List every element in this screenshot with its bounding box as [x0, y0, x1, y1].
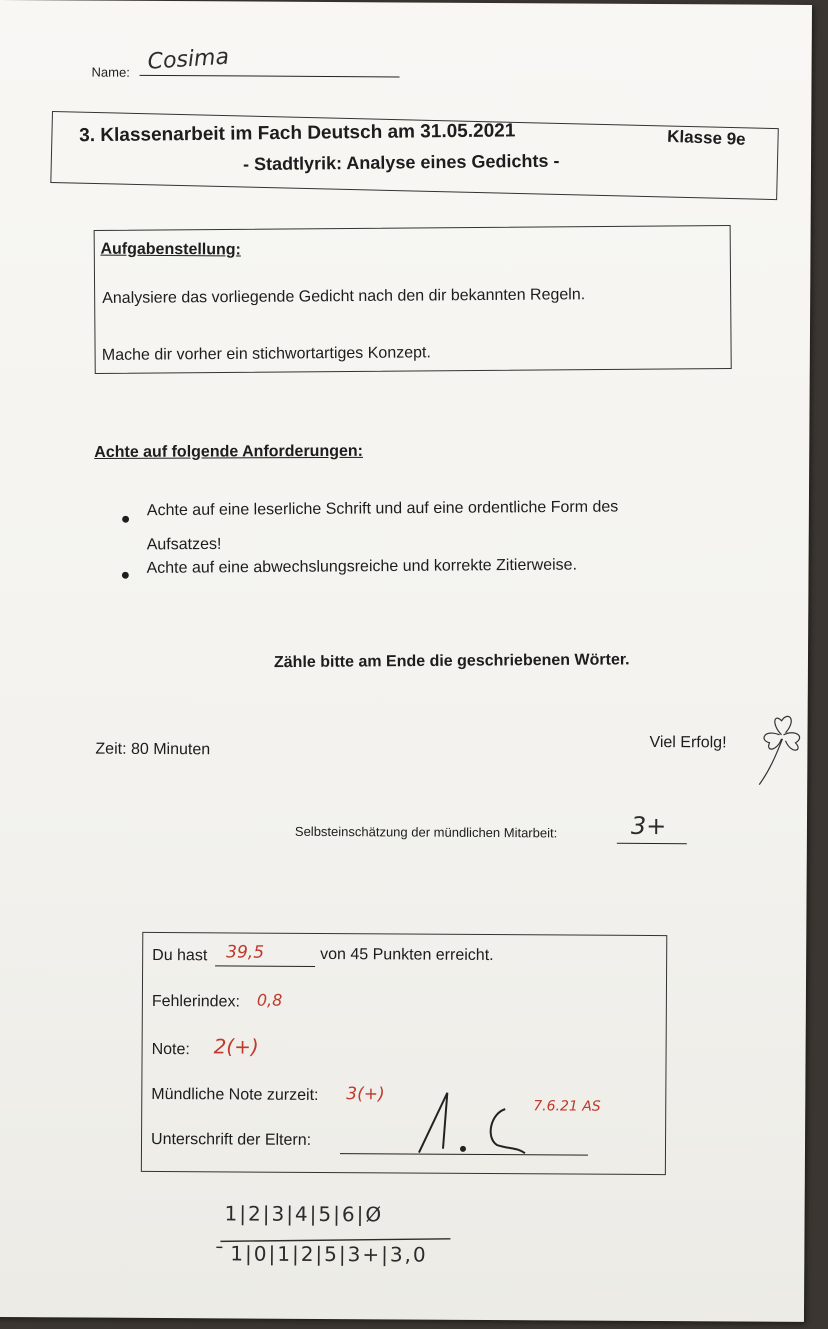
exam-subtitle: - Stadtlyrik: Analyse eines Gedichts - — [242, 150, 560, 175]
oral-grade-label: Mündliche Note zurzeit: — [151, 1085, 319, 1104]
good-luck: Viel Erfolg! — [649, 733, 727, 752]
count-words-note: Zähle bitte am Ende die geschriebenen Wörter. — [273, 651, 630, 672]
task-instruction-1: Analysiere das vorliegende Gedicht nach den dir bekannten Regeln. — [102, 286, 586, 308]
task-heading: Aufgabenstellung: — [100, 240, 241, 259]
time-limit: Zeit: 80 Minuten — [95, 740, 211, 759]
grade-value: 2(+) — [213, 1034, 259, 1059]
student-name: Cosima — [146, 44, 230, 75]
points-label: Du hast — [152, 946, 208, 965]
self-assessment-label: Selbsteinschätzung der mündlichen Mitarbeit: — [294, 823, 558, 841]
oral-grade-value: 3(+) — [346, 1084, 385, 1105]
class-label: Klasse 9e — [666, 126, 746, 149]
exam-title: 3. Klassenarbeit im Fach Deutsch am 31.05.2021 — [79, 120, 516, 147]
clover-icon — [755, 705, 807, 787]
error-index-value: 0,8 — [256, 990, 283, 1010]
requirement-1: Achte auf eine leserliche Schrift und auf eine ordentliche Form des — [146, 498, 619, 520]
tally-counts: 1|0|1|2|5|3+|3,0 — [230, 1241, 428, 1267]
task-instruction-2: Mache dir vorher ein stichwortartiges Konzept. — [101, 344, 431, 364]
grade-label: Note: — [151, 1040, 190, 1059]
error-index-label: Fehlerindex: — [151, 992, 240, 1011]
self-assessment-line — [617, 843, 687, 844]
name-line — [140, 75, 400, 78]
requirement-2: Achte auf eine abwechslungsreiche und korrekte Zitierweise. — [146, 556, 578, 577]
parent-signature-label: Unterschrift der Eltern: — [150, 1130, 312, 1149]
name-label: Name: — [91, 64, 130, 80]
signature-date: 7.6.21 AS — [533, 1098, 601, 1115]
points-value: 39,5 — [226, 942, 265, 963]
parent-signature — [413, 1083, 533, 1164]
bullet-icon: ● — [120, 566, 131, 584]
self-assessment-value: 3+ — [630, 811, 667, 841]
points-suffix: von 45 Punkten erreicht. — [320, 945, 494, 965]
bullet-icon: ● — [120, 510, 131, 528]
requirements-heading: Achte auf folgende Anforderungen: — [94, 442, 364, 461]
requirement-1-continued: Aufsatzes! — [146, 535, 222, 554]
tally-grades: 1|2|3|4|5|6|Ø — [224, 1201, 384, 1227]
